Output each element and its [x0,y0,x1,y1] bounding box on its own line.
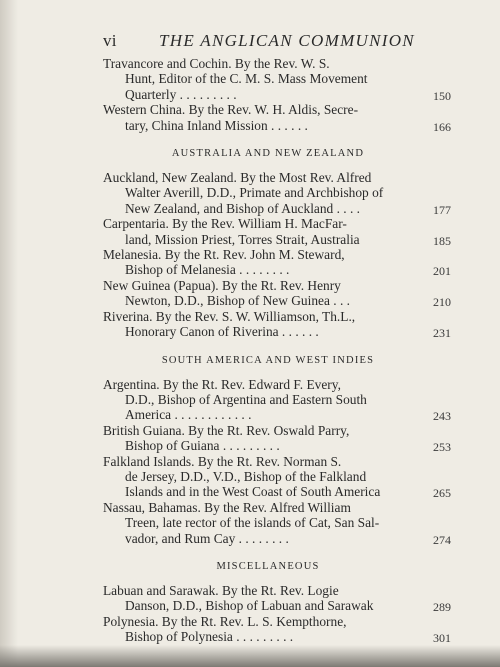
contents-list [103,56,451,646]
entry-line: Walter Averill, D.D., Primate and Archbishop of [125,185,384,201]
entry-page-number: 243 [433,409,451,424]
section-heading: MISCELLANEOUS [216,560,320,572]
entry-line: land, Mission Priest, Torres Strait, Australia [125,231,360,247]
contents-entry [103,56,451,103]
entry-page-number: 166 [433,119,451,134]
entry-page-number: 253 [433,440,451,455]
section-heading: AUSTRALIA AND NEW ZEALAND [171,148,365,160]
contents-entry [103,376,451,424]
running-title: THE ANGLICAN COMMUNION [159,31,415,50]
entry-line: Falkland Islands. By the Rt. Rev. Norman S. [103,453,342,469]
contents-entry [103,499,451,547]
entry-page-number: 150 [433,88,451,103]
entry-line: vador, and Rum Cay . . . . . . . . [125,530,289,546]
entry-line: tary, China Inland Mission . . . . . . [125,117,308,133]
entry-line: D.D., Bishop of Argentina and Eastern South [125,391,367,407]
entry-line: Travancore and Cochin. By the Rev. W. S. [103,56,330,71]
page-number: vi [103,31,117,50]
contents-entry [103,277,451,310]
entry-line: Bishop of Polynesia . . . . . . . . . [125,629,294,645]
entry-page-number: 201 [433,264,451,279]
entry-page-number: 231 [433,326,451,341]
entry-page-number: 177 [433,202,451,217]
entry-line: Danson, D.D., Bishop of Labuan and Sarawak [125,598,374,614]
entry-page-number: 265 [433,486,451,501]
entry-line: Bishop of Melanesia . . . . . . . . [125,262,290,278]
entry-line: Western China. By the Rev. W. H. Aldis, Secre- [103,102,359,118]
page-bottom-shadow [0,645,500,667]
entry-line: Labuan and Sarawak. By the Rt. Rev. Logie [103,582,339,598]
contents-entry [103,247,451,279]
entry-line: Hunt, Editor of the C. M. S. Mass Movement [125,71,368,87]
entry-line: Honorary Canon of Riverina . . . . . . [125,324,319,340]
contents-entry [103,582,451,615]
entry-line: New Zealand, and Bishop of Auckland . . . . [125,200,361,216]
contents-entry [103,422,451,455]
entry-page-number: 289 [433,600,451,615]
entry-line: Melanesia. By the Rt. Rev. John M. Steward, [103,247,345,263]
first-entries [103,56,451,134]
entry-line: Treen, late rector of the islands of Cat, San Sal- [125,515,380,531]
entry-line: Argentina. By the Rt. Rev. Edward F. Every, [103,376,341,392]
contents-entry [103,453,451,501]
entry-line: Bishop of Guiana . . . . . . . . . [125,438,280,454]
entry-line: Carpentaria. By the Rev. William H. MacFar- [103,216,347,232]
running-head [103,31,434,53]
entry-line: Newton, D.D., Bishop of New Guinea . . . [125,293,351,309]
contents-entry [103,613,451,646]
entry-line: Nassau, Bahamas. By the Rev. Alfred William [103,499,351,515]
section-heading: SOUTH AMERICA AND WEST INDIES [161,354,375,366]
contents-entry [103,216,451,248]
entry-line: America . . . . . . . . . . . . [125,407,252,423]
entry-page-number: 185 [433,233,451,248]
page-gutter-shadow [0,0,18,667]
contents-entry [103,308,451,341]
entry-page-number: 301 [433,631,451,646]
contents-sections [103,147,451,646]
entry-line: New Guinea (Papua). By the Rt. Rev. Henry [103,277,341,293]
entry-line: Riverina. By the Rev. S. W. Williamson, Th.L., [103,308,356,324]
entry-line: British Guiana. By the Rt. Rev. Oswald Parry, [103,422,350,438]
entry-line: Quarterly . . . . . . . . . [125,86,237,102]
entry-page-number: 210 [433,295,451,310]
entry-line: Polynesia. By the Rt. Rev. L. S. Kempthorne, [103,613,347,629]
entry-page-number: 274 [433,532,451,547]
contents-entry [103,170,451,217]
entry-line: de Jersey, D.D., V.D., Bishop of the Falkland [125,468,367,484]
entry-line: Islands and in the West Coast of South America [125,484,381,500]
entry-line: Auckland, New Zealand. By the Most Rev. Alfred [103,170,372,186]
contents-entry [103,102,451,134]
